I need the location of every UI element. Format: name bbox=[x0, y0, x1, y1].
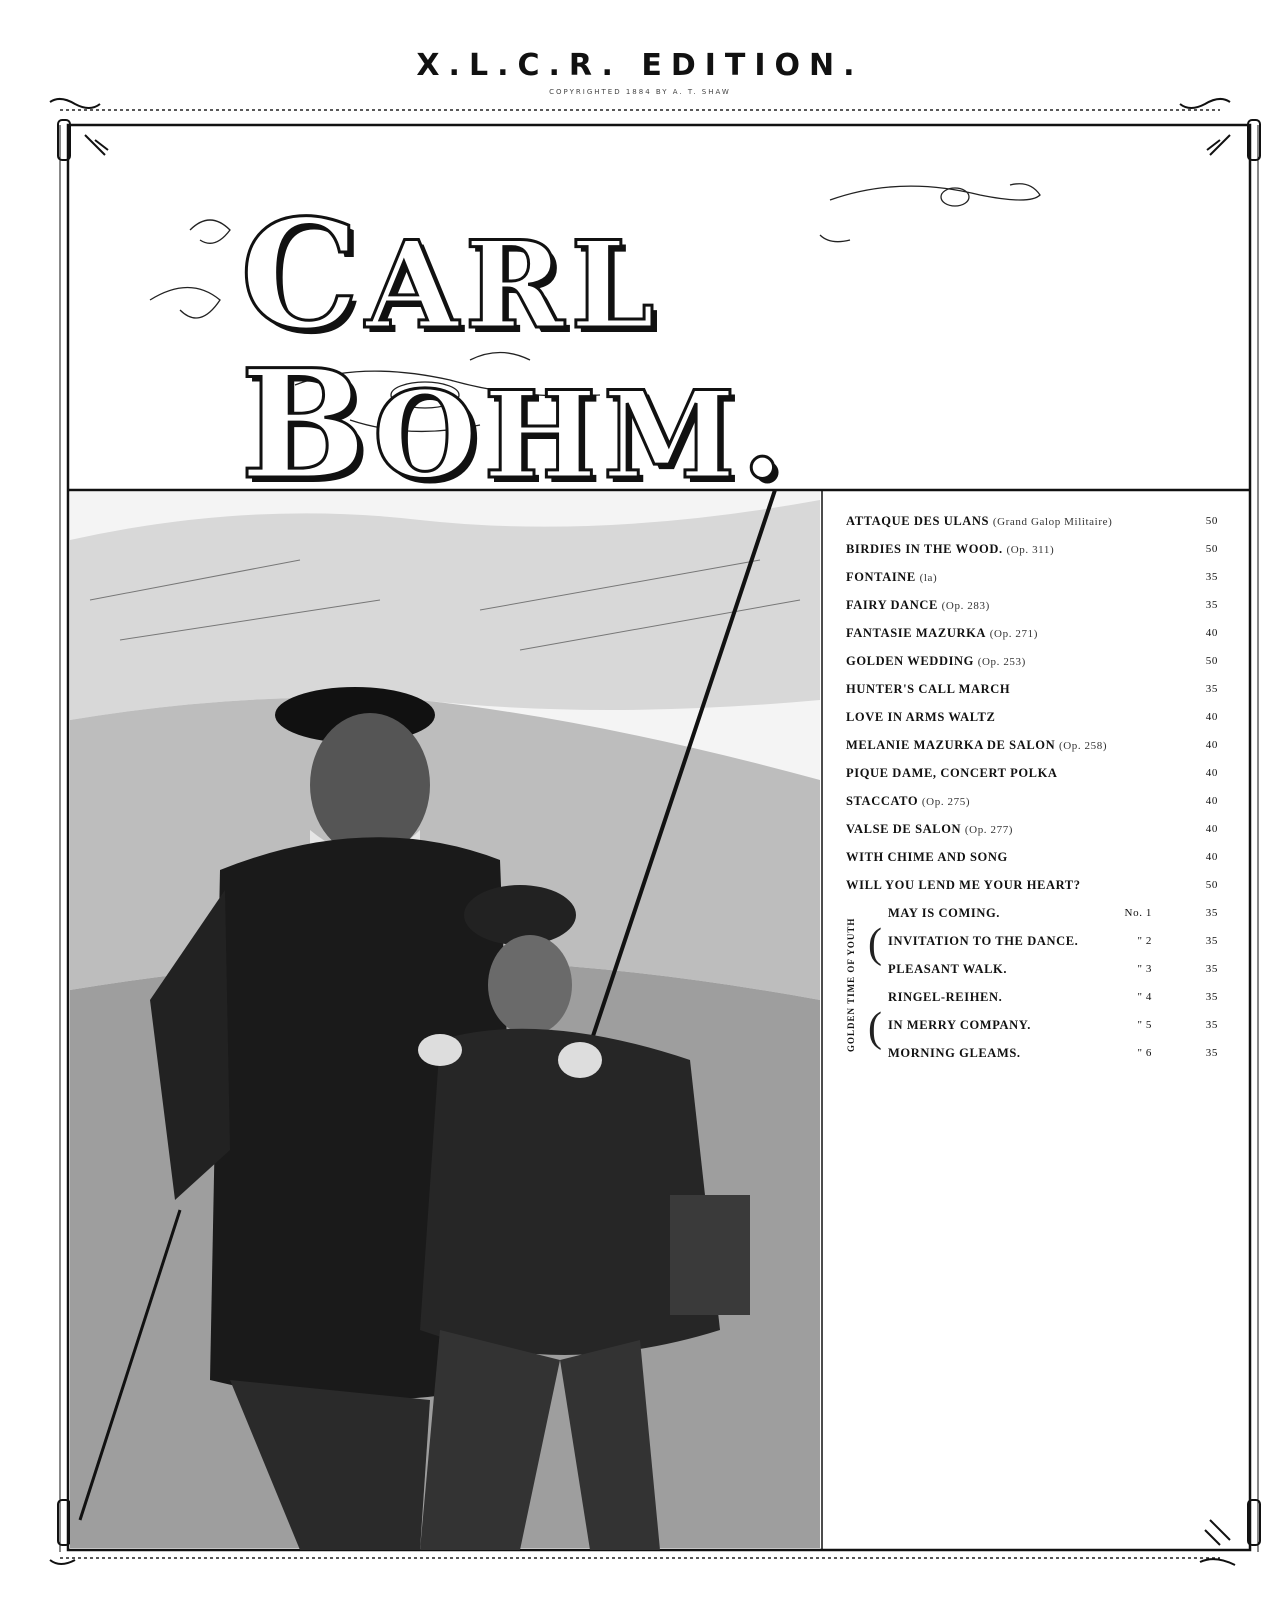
piece-title: FAIRY DANCE bbox=[846, 598, 938, 612]
piece-note: (Op. 283) bbox=[941, 600, 990, 612]
piece-price: 50 bbox=[1205, 655, 1218, 667]
series-title: RINGEL-REIHEN. bbox=[888, 990, 1003, 1004]
piece-price: 35 bbox=[1205, 571, 1218, 583]
series-title: MAY IS COMING. bbox=[888, 906, 1000, 920]
piece-title: GOLDEN WEDDING bbox=[846, 654, 974, 668]
piece-row bbox=[846, 619, 1218, 647]
piece-row bbox=[846, 563, 1218, 591]
series-row bbox=[846, 955, 1218, 983]
series-label: GOLDEN TIME OF YOUTH bbox=[846, 917, 856, 1053]
piece-title: HUNTER'S CALL MARCH bbox=[846, 682, 1011, 696]
piece-row bbox=[846, 871, 1218, 899]
piece-price: 40 bbox=[1205, 711, 1218, 723]
series-price: 35 bbox=[1205, 1047, 1218, 1059]
title-word-arl: ARL bbox=[365, 215, 661, 356]
title-initial-c: C bbox=[240, 187, 366, 363]
piece-title: FONTAINE bbox=[846, 570, 916, 584]
piece-price: 50 bbox=[1205, 515, 1218, 527]
piece-price: 40 bbox=[1205, 627, 1218, 639]
piece-price: 40 bbox=[1205, 767, 1218, 779]
piece-price: 35 bbox=[1205, 683, 1218, 695]
series-number: " 3 bbox=[1137, 963, 1152, 975]
piece-title: FANTASIE MAZURKA bbox=[846, 626, 987, 640]
piece-row bbox=[846, 507, 1218, 535]
composer-title bbox=[240, 187, 1140, 513]
series-number: " 6 bbox=[1137, 1047, 1152, 1059]
piece-note: (Op. 271) bbox=[989, 628, 1038, 640]
piece-note: (Grand Galop Militaire) bbox=[992, 516, 1113, 528]
series-row bbox=[846, 1011, 1218, 1039]
series-price: 35 bbox=[1205, 991, 1218, 1003]
illustration-engraving bbox=[70, 490, 820, 1550]
series-row bbox=[846, 927, 1218, 955]
piece-row bbox=[846, 815, 1218, 843]
piece-price: 40 bbox=[1205, 795, 1218, 807]
series-row bbox=[846, 1039, 1218, 1067]
series-group bbox=[846, 899, 1218, 1067]
piece-note: (Op. 258) bbox=[1058, 740, 1108, 752]
piece-note: (Op. 277) bbox=[964, 824, 1014, 836]
piece-row bbox=[846, 675, 1218, 703]
title-initial-b: B bbox=[240, 337, 373, 513]
piece-title: MELANIE MAZURKA DE SALON bbox=[846, 738, 1056, 752]
piece-row bbox=[846, 731, 1218, 759]
brace-icon: ( bbox=[868, 921, 883, 967]
piece-row bbox=[846, 843, 1218, 871]
piece-note: (Op. 253) bbox=[977, 656, 1026, 668]
series-price: 35 bbox=[1205, 935, 1218, 947]
piece-title: VALSE DE SALON bbox=[846, 822, 962, 836]
piece-title: BIRDIES IN THE WOOD. bbox=[846, 542, 1003, 556]
corner-top-right-icon bbox=[1180, 99, 1260, 160]
piece-title: PIQUE DAME, CONCERT POLKA bbox=[846, 766, 1058, 780]
series-number: " 4 bbox=[1137, 991, 1152, 1003]
copyright-line: COPYRIGHTED 1884 BY A. T. SHAW bbox=[549, 88, 731, 96]
piece-row bbox=[846, 787, 1218, 815]
piece-price: 40 bbox=[1205, 739, 1218, 751]
series-number: " 2 bbox=[1137, 935, 1152, 947]
piece-price: 40 bbox=[1205, 823, 1218, 835]
piece-price: 50 bbox=[1205, 543, 1218, 555]
pieces-list bbox=[846, 507, 1218, 1067]
corner-top-left-icon bbox=[50, 99, 108, 160]
piece-note: (Op. 275) bbox=[921, 796, 971, 808]
series-number: No. 1 bbox=[1124, 907, 1152, 919]
series-price: 35 bbox=[1205, 1019, 1218, 1031]
title-word-ohm: OHM. bbox=[372, 365, 790, 506]
series-price: 35 bbox=[1205, 907, 1218, 919]
edition-heading: X.L.C.R. EDITION. bbox=[416, 48, 864, 83]
piece-note: (Op. 311) bbox=[1006, 544, 1055, 556]
piece-price: 40 bbox=[1205, 851, 1218, 863]
piece-title: ATTAQUE DES ULANS bbox=[846, 514, 990, 528]
piece-row bbox=[846, 591, 1218, 619]
piece-title: WITH CHIME AND SONG bbox=[846, 850, 1008, 864]
series-title: IN MERRY COMPANY. bbox=[888, 1018, 1031, 1032]
piece-title: LOVE IN ARMS WALTZ bbox=[846, 710, 996, 724]
series-row bbox=[846, 983, 1218, 1011]
series-number: " 5 bbox=[1137, 1019, 1152, 1031]
series-price: 35 bbox=[1205, 963, 1218, 975]
series-row bbox=[846, 899, 1218, 927]
piece-title: WILL YOU LEND ME YOUR HEART? bbox=[846, 878, 1081, 892]
piece-row bbox=[846, 703, 1218, 731]
piece-price: 35 bbox=[1205, 599, 1218, 611]
series-title: INVITATION TO THE DANCE. bbox=[888, 934, 1079, 948]
piece-row bbox=[846, 759, 1218, 787]
piece-row bbox=[846, 647, 1218, 675]
piece-note: (la) bbox=[919, 572, 938, 584]
series-title: MORNING GLEAMS. bbox=[888, 1046, 1021, 1060]
brace-icon: ( bbox=[868, 1005, 883, 1051]
piece-title: STACCATO bbox=[846, 794, 919, 808]
series-title: PLEASANT WALK. bbox=[888, 962, 1008, 976]
piece-price: 50 bbox=[1205, 879, 1218, 891]
piece-row bbox=[846, 535, 1218, 563]
